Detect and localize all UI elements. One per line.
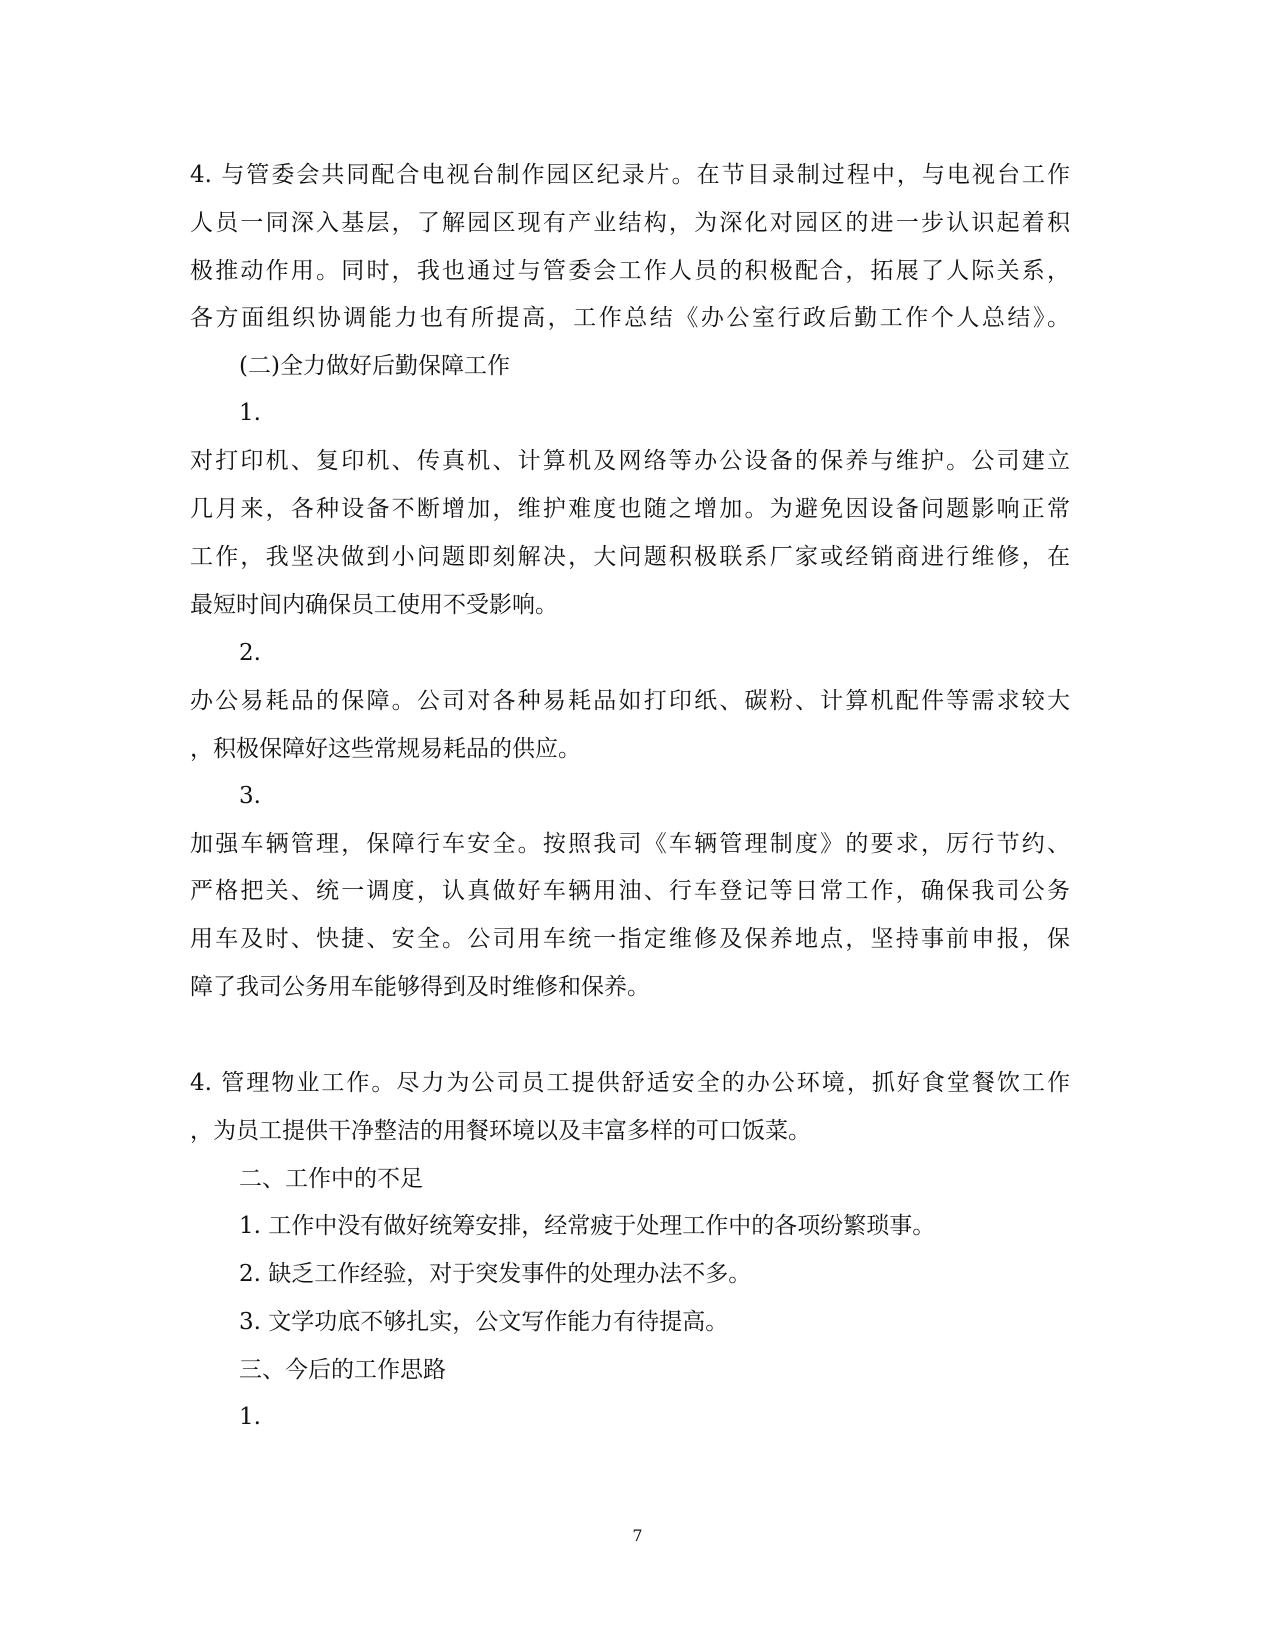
paragraph-line: 极推动作用。同时，我也通过与管委会工作人员的积极配合，拓展了人际关系， [190,258,1070,284]
section-heading: 二、工作中的不足 [239,1166,423,1192]
paragraph-line: 办公易耗品的保障。公司对各种易耗品如打印纸、碳粉、计算机配件等需求较大 [190,688,1070,714]
paragraph-line: 各方面组织协调能力也有所提高，工作总结《办公室行政后勤工作个人总结》。 [190,305,1070,331]
paragraph-line: 用车及时、快捷、安全。公司用车统一指定维修及保养地点，坚持事前申报，保 [190,926,1070,952]
paragraph-line: 4. 与管委会共同配合电视台制作园区纪录片。在节目录制过程中，与电视台工作 [190,162,1070,188]
list-item: 1. 工作中没有做好统筹安排，经常疲于处理工作中的各项纷繁琐事。 [239,1213,936,1239]
paragraph-line: 障了我司公务用车能够得到及时维修和保养。 [190,974,650,1000]
list-number: 3. [239,783,261,809]
list-number: 1. [239,400,261,426]
paragraph-line: 工作，我坚决做到小问题即刻解决，大问题积极联系厂家或经销商进行维修，在 [190,544,1070,570]
paragraph-line: ，为员工提供干净整洁的用餐环境以及丰富多样的可口饭菜。 [190,1118,811,1144]
list-number: 2. [239,640,261,666]
paragraph-line: 4. 管理物业工作。尽力为公司员工提供舒适安全的办公环境，抓好食堂餐饮工作 [190,1070,1070,1096]
paragraph-line: 严格把关、统一调度，认真做好车辆用油、行车登记等日常工作，确保我司公务 [190,878,1070,904]
paragraph-line: ，积极保障好这些常规易耗品的供应。 [190,736,581,762]
list-number: 1. [239,1404,261,1430]
list-item: 2. 缺乏工作经验，对于突发事件的处理办法不多。 [239,1261,752,1287]
paragraph-line: 最短时间内确保员工使用不受影响。 [190,592,558,618]
paragraph-line: 加强车辆管理，保障行车安全。按照我司《车辆管理制度》的要求，厉行节约、 [190,831,1070,857]
page-number: 7 [632,1526,643,1545]
section-heading: 三、今后的工作思路 [239,1357,446,1383]
list-item: 3. 文学功底不够扎实，公文写作能力有待提高。 [239,1309,729,1335]
section-heading: (二)全力做好后勤保障工作 [239,353,510,379]
paragraph-line: 对打印机、复印机、传真机、计算机及网络等办公设备的保养与维护。公司建立 [190,448,1070,474]
paragraph-line: 人员一同深入基层，了解园区现有产业结构，为深化对园区的进一步认识起着积 [190,210,1070,236]
paragraph-line: 几月来，各种设备不断增加，维护难度也随之增加。为避免因设备问题影响正常 [190,496,1070,522]
